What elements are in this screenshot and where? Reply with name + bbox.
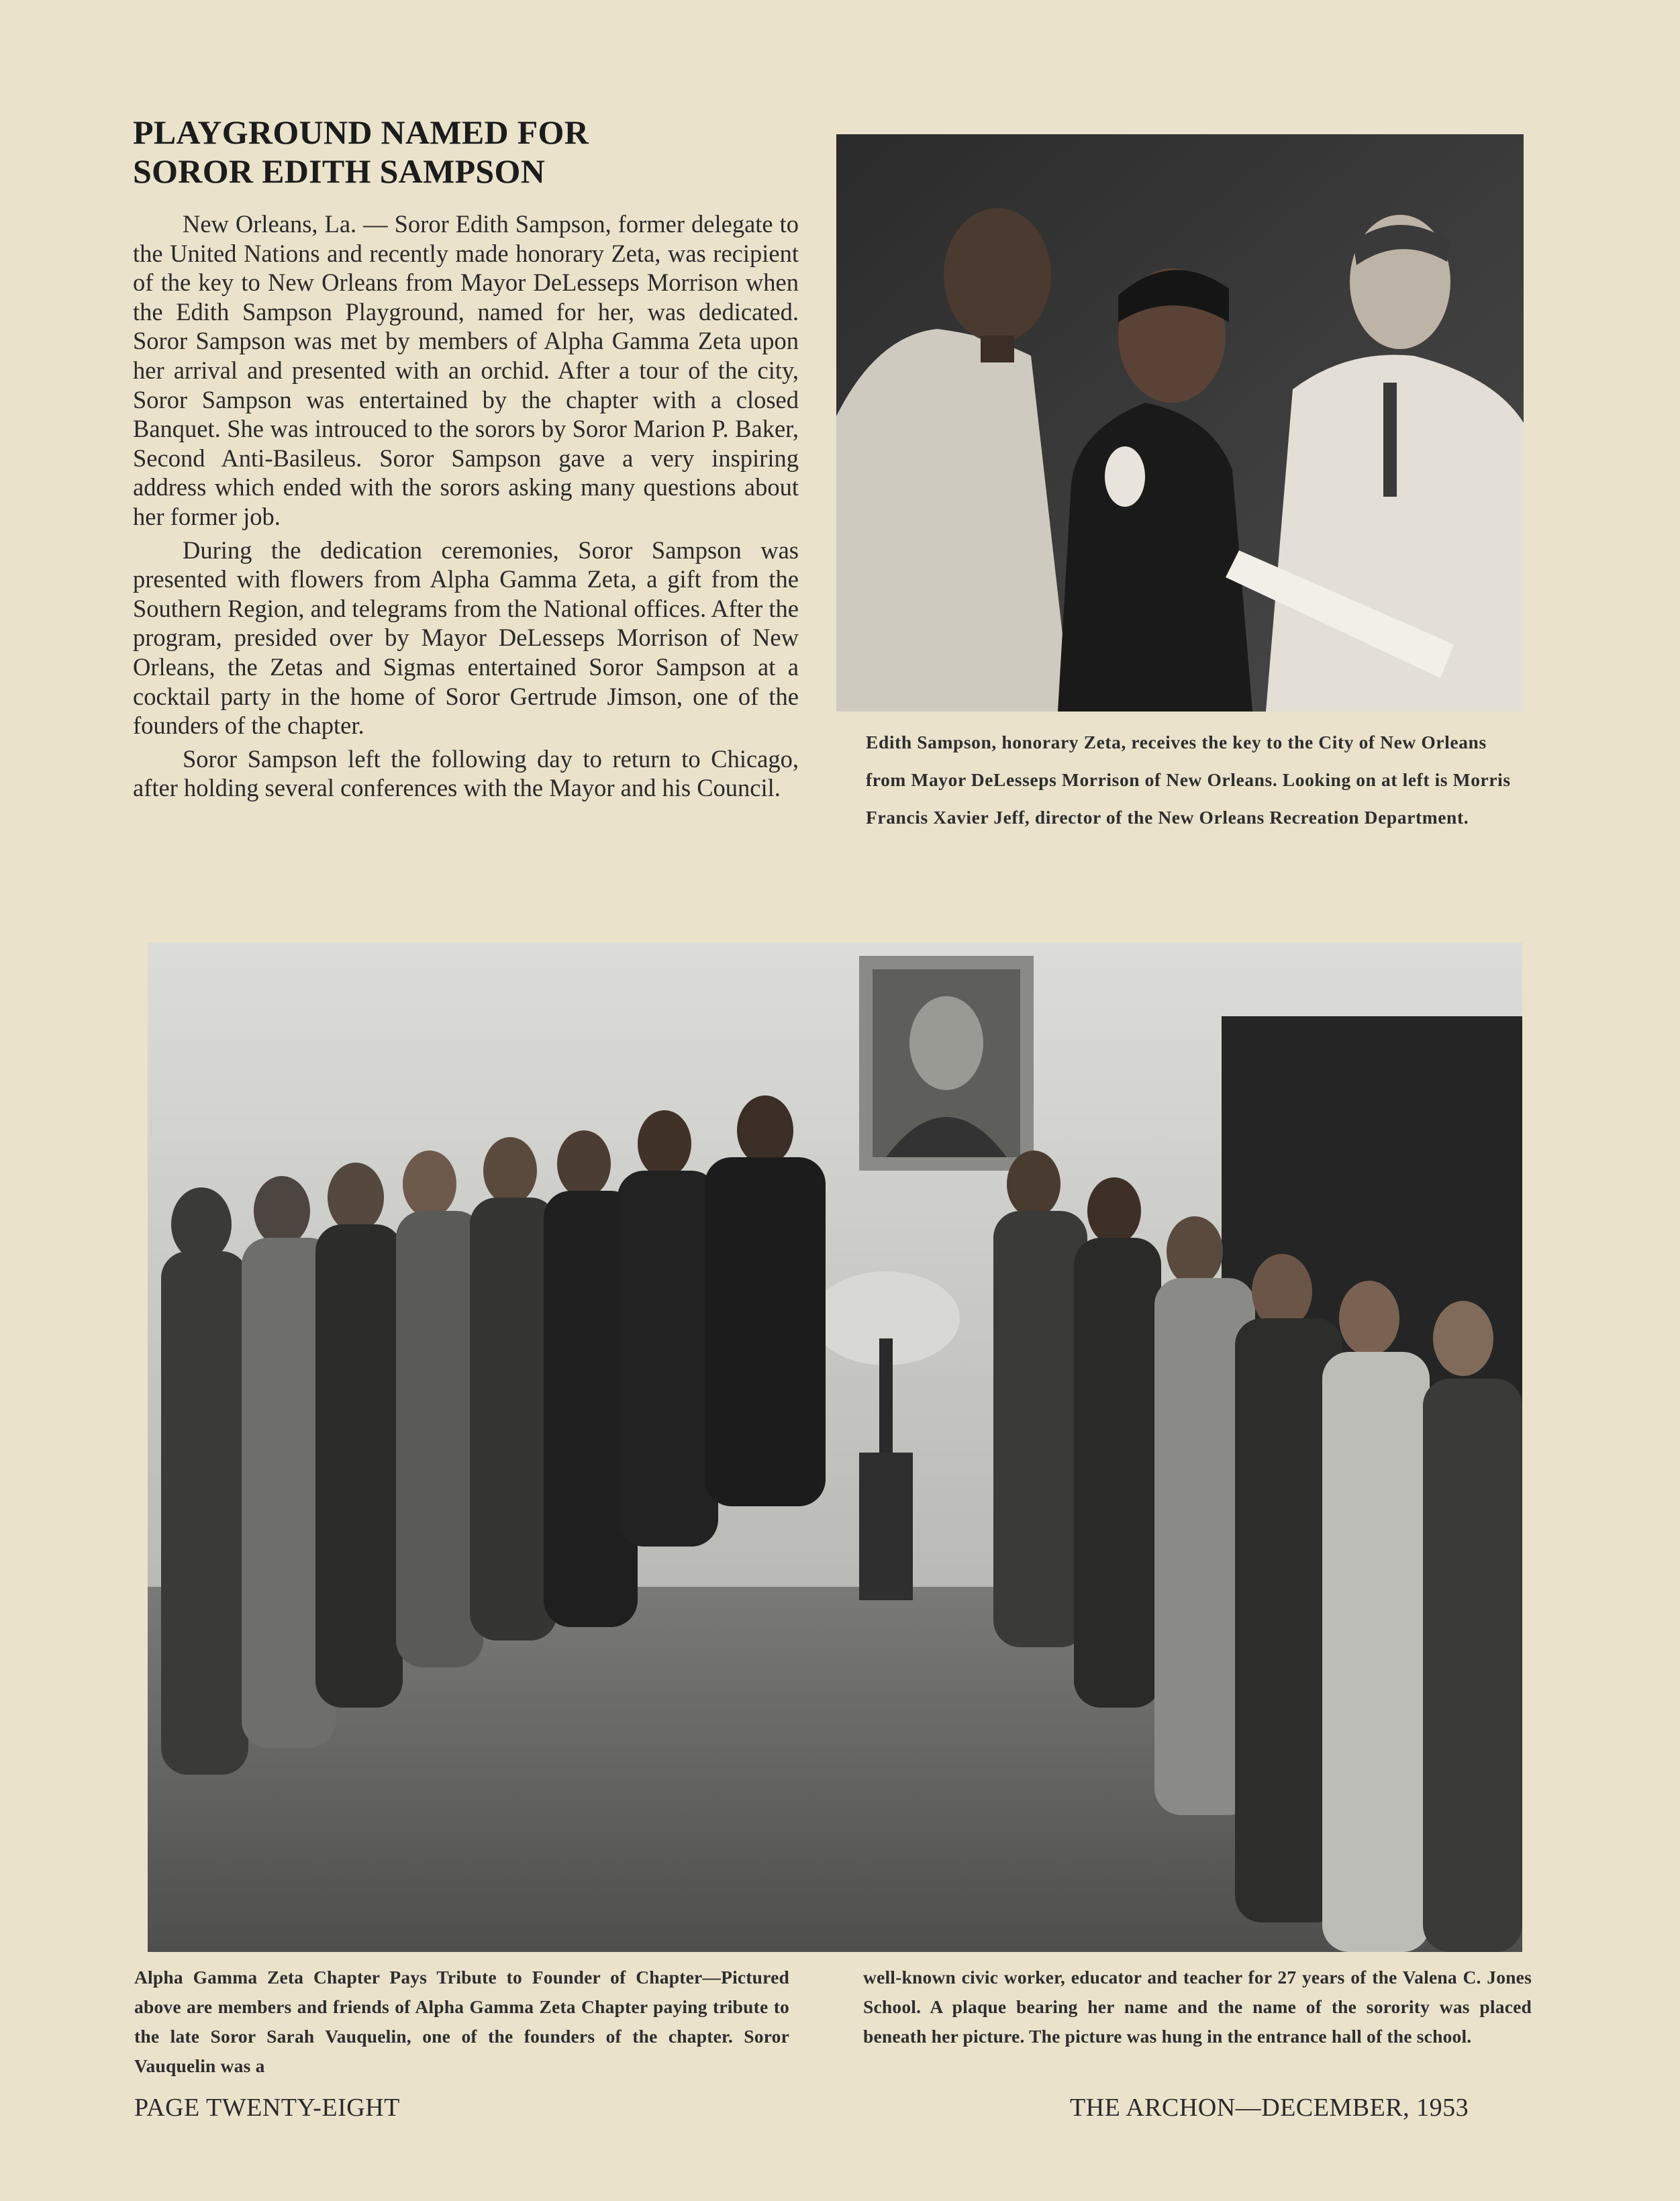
- article-paragraph-3: Soror Sampson left the following day to return to Chicago, after holding several conferences with the Mayor and his Council.: [133, 744, 799, 802]
- publication-issue: THE ARCHON—DECEMBER, 1953: [1070, 2094, 1469, 2122]
- article-headline: [133, 113, 670, 191]
- headline-line-2: SOROR EDITH SAMPSON: [133, 152, 546, 190]
- photo-key-presentation: [836, 134, 1524, 712]
- article-paragraph-2: During the dedication ceremonies, Soror Sampson was presented with flowers from Alpha Gamma Zeta, a gift from the Southern Region, and telegrams from the National offices. After the program, presided over by Mayor DeLesseps Morrison of New Orleans, the Zetas and Sigmas entertained Soror Sampson at a cocktail party in the home of Soror Gertrude Jimson, one of the founders of the chapter.: [133, 536, 799, 740]
- bottom-photo-caption-right: well-known civic worker, educator and teacher for 27 years of the Valena C. Jones School. A plaque bearing her name and the name of the sorority was placed beneath her picture. The picture was hung in the entrance hall of the school.: [863, 1967, 1532, 2047]
- page-number: PAGE TWENTY-EIGHT: [134, 2094, 400, 2122]
- headline-line-1: PLAYGROUND NAMED FOR: [133, 113, 589, 151]
- photo-chapter-tribute: [148, 942, 1522, 1952]
- top-photo-caption: Edith Sampson, honorary Zeta, receives the key to the City of New Orleans from Mayor DeLesseps Morrison of New Orleans. Looking on at left is Morris Francis Xavier Jeff, director of the New Orleans Recreation Department.: [866, 732, 1511, 828]
- article-paragraph-1: New Orleans, La. — Soror Edith Sampson, former delegate to the United Nations and recently made honorary Zeta, was recipient of the key to New Orleans from Mayor DeLesseps Morrison when the Edith Sampson Playground, named for her, was dedicated. Soror Sampson was met by members of Alpha Gamma Zeta upon her arrival and presented with an orchid. After a tour of the city, Soror Sampson was entertained by the chapter with a closed Banquet. She was introuced to the sorors by Soror Marion P. Baker, Second Anti-Basileus. Soror Sampson gave a very inspiring address which ended with the sorors asking many questions about her former job.: [133, 210, 799, 530]
- bottom-photo-caption-left: Alpha Gamma Zeta Chapter Pays Tribute to Founder of Chapter—Pictured above are members and friends of Alpha Gamma Zeta Chapter paying tribute to the late Soror Sarah Vauquelin, one of the founders of the chapter. Soror Vauquelin was a: [134, 1967, 789, 2076]
- article-body: [133, 209, 799, 807]
